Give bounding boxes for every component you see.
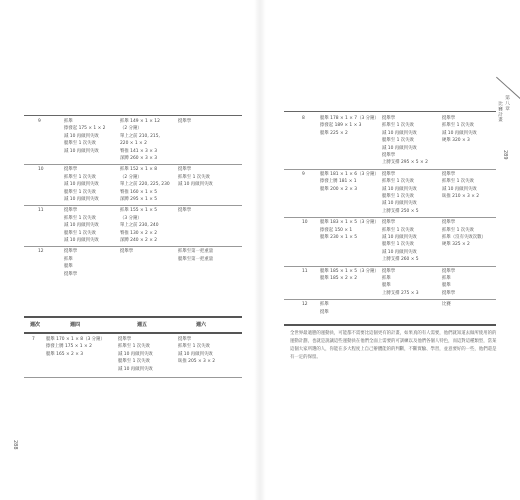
- table-cell-line: 挺舉學: [178, 119, 192, 124]
- table-cell-line: 挺舉學: [382, 116, 396, 121]
- table-cell-line: 抓舉至 1 次失敗: [442, 179, 474, 185]
- table-cell-line: 減 10 再做到失敗: [118, 366, 153, 372]
- week-number: 12: [38, 249, 44, 255]
- table-cell-line: 減 10 再做到失敗: [382, 235, 417, 240]
- row-separator: [284, 169, 496, 170]
- table-cell-line: 減 10 再做到失敗: [178, 182, 213, 188]
- table-cell-line: 抓舉至第一把重量: [178, 249, 214, 255]
- table-cell-line: 挺舉: [320, 309, 329, 315]
- table-cell-line: 艇舉 181 × 1 × 6（3 分鐘）: [320, 171, 379, 177]
- table-cell-line: 挺舉學: [178, 337, 192, 342]
- table-cell-line: 挺舉學: [178, 208, 192, 214]
- table-cell-line: 減 10 再做到失敗: [118, 351, 153, 357]
- page-number: 289: [502, 150, 508, 160]
- table-cell-line: 挺舉學: [442, 220, 456, 226]
- table-cell-line: 艇舉至第一把重量: [178, 256, 214, 262]
- table-cell-line: 抓舉: [64, 119, 73, 124]
- header-week: 週次: [30, 322, 41, 328]
- table-bottom-rule: [284, 324, 496, 326]
- chapter-side-tab: [496, 95, 510, 122]
- table-cell-line: 挺舉學: [64, 208, 78, 214]
- table-cell-line: （3 分鐘）: [120, 215, 142, 221]
- table-cell-line: 硬舉 320 × 3: [442, 138, 470, 144]
- table-cell-line: 抓舉 152 × 1 × 8: [120, 167, 158, 173]
- table-cell-line: 減 10 再做到失敗: [64, 133, 99, 139]
- table-cell-line: 抓舉至 1 次失敗: [442, 123, 474, 129]
- table-cell-line: 減 10 再做到失敗: [382, 201, 417, 207]
- table-cell-line: 艇舉 185 × 1 × 5（3 分鐘）: [320, 268, 379, 274]
- table-cell-line: 臥推 210 × 3 × 2: [442, 194, 480, 199]
- header-top-rule: [24, 316, 242, 318]
- table-cell-line: 擦發起 189 × 1 × 3: [320, 123, 362, 129]
- table-cell-line: 挺舉學: [442, 290, 456, 296]
- header-bottom-rule: [24, 332, 242, 334]
- table-cell-line: 艇舉 230 × 1 × 5: [320, 235, 358, 240]
- table-top-rule: [24, 115, 242, 116]
- table-cell-line: 抓舉至 1 次失敗: [178, 344, 210, 350]
- table-cell-line: 挺舉學: [442, 268, 456, 274]
- table-cell-line: 艇舉至 1 次失敗: [64, 189, 96, 195]
- row-separator: [284, 217, 496, 218]
- table-cell-line: 上膊支撐 260 × 5: [382, 257, 419, 263]
- table-cell-line: 艇舉 225 × 2: [320, 130, 348, 136]
- table-cell-line: 比賽: [442, 302, 451, 308]
- table-cell-line: 挺舉學: [118, 337, 132, 342]
- table-cell-line: 單上之前 210, 215,: [120, 133, 160, 139]
- table-cell-line: 艇舉: [64, 264, 73, 270]
- table-cell-line: 挺舉學: [442, 171, 456, 177]
- table-cell-line: 臀推 130 × 2 × 2: [120, 230, 158, 236]
- row-separator: [24, 205, 242, 206]
- header-friday: 週五: [137, 322, 148, 328]
- table-cell-line: 上膊支撐 250 × 5: [382, 208, 419, 214]
- table-cell-line: 220 × 1 × 2: [120, 141, 147, 147]
- table-cell-line: 挺舉學: [64, 167, 78, 173]
- table-cell-line: 減 10 再做到失敗: [442, 130, 477, 136]
- week-number: 8: [302, 116, 305, 121]
- table-cell-line: 抓舉至 1 次失敗: [382, 227, 414, 233]
- table-cell-line: 減 10 再做到失敗: [382, 249, 417, 255]
- table-cell-line: 擦發上膊 181 × 1: [320, 179, 357, 185]
- row-separator: [24, 164, 242, 165]
- table-cell-line: 上膊支撐 295 × 5 × 2: [382, 160, 428, 166]
- table-cell-line: 抓舉至 1 次失敗: [64, 215, 96, 221]
- table-cell-line: 深蹲 295 × 1 × 5: [120, 197, 158, 202]
- table-cell-line: 抓舉至 1 次失敗: [382, 179, 414, 185]
- table-cell-line: 抓舉: [320, 302, 329, 308]
- row-separator: [284, 299, 496, 300]
- table-cell-line: 挺舉學: [382, 220, 396, 226]
- table-cell-line: 擦發起 175 × 1 × 2: [64, 126, 106, 132]
- table-cell-line: 艇舉: [442, 283, 451, 289]
- table-cell-line: 艇舉 183 × 1 × 5（3 分鐘）: [320, 220, 379, 226]
- table-top-rule: [284, 111, 496, 112]
- table-cell-line: 挺舉學: [64, 271, 78, 277]
- table-cell-line: （2 分鐘）: [120, 126, 142, 132]
- week-number: 10: [38, 167, 44, 173]
- table-cell-line: 深蹲 260 × 3 × 3: [120, 156, 158, 161]
- table-cell-line: 艇舉至 1 次失敗: [382, 194, 414, 199]
- table-cell-line: 艇舉: [382, 283, 391, 289]
- body-paragraph: 全世界最適態的運動員，可能都不需要比這個更有的計畫，如果真的有人需要，他們就知道去做所使用的的運動計劃，也就是說讓這些運動員在他們全面上需要的可訓練以及他們各個人特色，而這對這種類型，當某這個大家所選的人，你能在多大程度上自己辦體能的的判斷，不斷實驗、學習，並意要好的一些，他們還是有一定的保留。: [290, 331, 497, 360]
- table-cell-line: 減 10 再做到失敗: [382, 130, 417, 136]
- table-cell-line: 挺舉學: [382, 153, 396, 158]
- table-cell-line: 挺舉學: [382, 268, 396, 274]
- table-cell-line: 臀推 160 × 1 × 5: [120, 189, 158, 195]
- table-cell-line: 臥推 205 × 3 × 2: [178, 359, 216, 365]
- table-cell-line: 艇舉至 1 次失敗: [118, 359, 150, 365]
- row-separator: [24, 246, 242, 247]
- table-cell-line: 減 10 再做到失敗: [382, 186, 417, 192]
- table-cell-line: 深蹲 240 × 2 × 2: [120, 238, 158, 243]
- table-cell-line: 艇舉 178 × 1 × 7（3 分鐘）: [320, 116, 379, 121]
- table-cell-line: 減 10 再做到失敗: [64, 148, 99, 154]
- table-cell-line: 抓舉: [382, 276, 391, 281]
- chapter-title: 比賽計畫: [497, 101, 502, 123]
- table-cell-line: 艇舉 170 × 1 × 8（3 分鐘）: [46, 337, 105, 342]
- table-cell-line: 減 10 再做到失敗: [64, 197, 99, 202]
- table-cell-line: 單上之前 220, 225, 230: [120, 182, 170, 188]
- table-cell-line: 艇舉 185 × 2 × 2: [320, 276, 358, 281]
- table-cell-line: 擦發起 150 × 1: [320, 227, 353, 233]
- table-cell-line: 挺舉學: [382, 171, 396, 177]
- row-separator: [284, 266, 496, 267]
- table-cell-line: 抓舉（沒有失敗次數）: [442, 235, 486, 240]
- week-number: 11: [302, 268, 308, 274]
- table-cell-line: 臀推 141 × 3 × 3: [120, 148, 158, 154]
- table-cell-line: （2 分鐘）: [120, 174, 142, 180]
- table-cell-line: 減 10 再做到失敗: [382, 145, 417, 151]
- table-cell-line: 艇舉 200 × 2 × 3: [320, 186, 358, 192]
- table-cell-line: 挺舉學: [120, 249, 134, 255]
- table-cell-line: 上膊支撐 275 × 3: [382, 290, 419, 296]
- table-cell-line: 艇舉至 1 次失敗: [64, 230, 96, 236]
- table-cell-line: 減 10 再做到失敗: [178, 351, 213, 357]
- week-number: 7: [32, 337, 35, 342]
- table-cell-line: 抓舉至 1 次失敗: [382, 123, 414, 129]
- table-cell-line: 挺舉學: [64, 249, 78, 255]
- table-cell-line: 挺舉學: [178, 167, 192, 173]
- table-cell-line: 艇舉 165 × 2 × 3: [46, 351, 84, 357]
- right-page: [262, 0, 520, 500]
- left-page: [0, 0, 258, 500]
- table-cell-line: 抓舉至 1 次失敗: [64, 174, 96, 180]
- table-cell-line: 減 10 再做到失敗: [64, 223, 99, 229]
- table-cell-line: 抓舉至 1 次失敗: [118, 344, 150, 350]
- table-cell-line: 單上之前 230, 240: [120, 223, 159, 229]
- table-cell-line: 抓舉至 1 次失敗: [178, 174, 210, 180]
- table-cell-line: 抓舉: [442, 276, 451, 281]
- table-cell-line: 艇舉至 1 次失敗: [64, 141, 96, 147]
- table-cell-line: 硬舉 325 × 2: [442, 242, 470, 248]
- table-cell-line: 抓舉至 1 次失敗: [442, 227, 474, 233]
- week-number: 10: [302, 220, 308, 226]
- header-saturday: 週六: [196, 322, 207, 328]
- week-number: 9: [38, 119, 41, 124]
- table-bottom-rule: [24, 377, 242, 378]
- page-number: 288: [12, 440, 18, 450]
- table-cell-line: 抓舉: [64, 256, 73, 262]
- table-cell-line: 減 10 再做到失敗: [64, 238, 99, 243]
- table-cell-line: 抓舉 155 × 1 × 5: [120, 208, 158, 214]
- header-thursday: 週四: [70, 322, 81, 328]
- table-cell-line: 艇舉至 1 次失敗: [382, 138, 414, 144]
- week-number: 11: [38, 208, 44, 214]
- week-number: 12: [302, 302, 308, 308]
- table-cell-line: 減 10 再做到失敗: [442, 186, 477, 192]
- table-cell-line: 挺舉學: [442, 116, 456, 121]
- table-cell-line: 減 10 再做到失敗: [64, 182, 99, 188]
- table-cell-line: 抓舉 149 × 1 × 12: [120, 119, 160, 124]
- chapter-label: 第八章: [504, 95, 509, 111]
- table-cell-line: 艇舉至 1 次失敗: [382, 242, 414, 248]
- week-number: 9: [302, 171, 305, 177]
- table-cell-line: 擦發上膊 175 × 1 × 2: [46, 344, 92, 350]
